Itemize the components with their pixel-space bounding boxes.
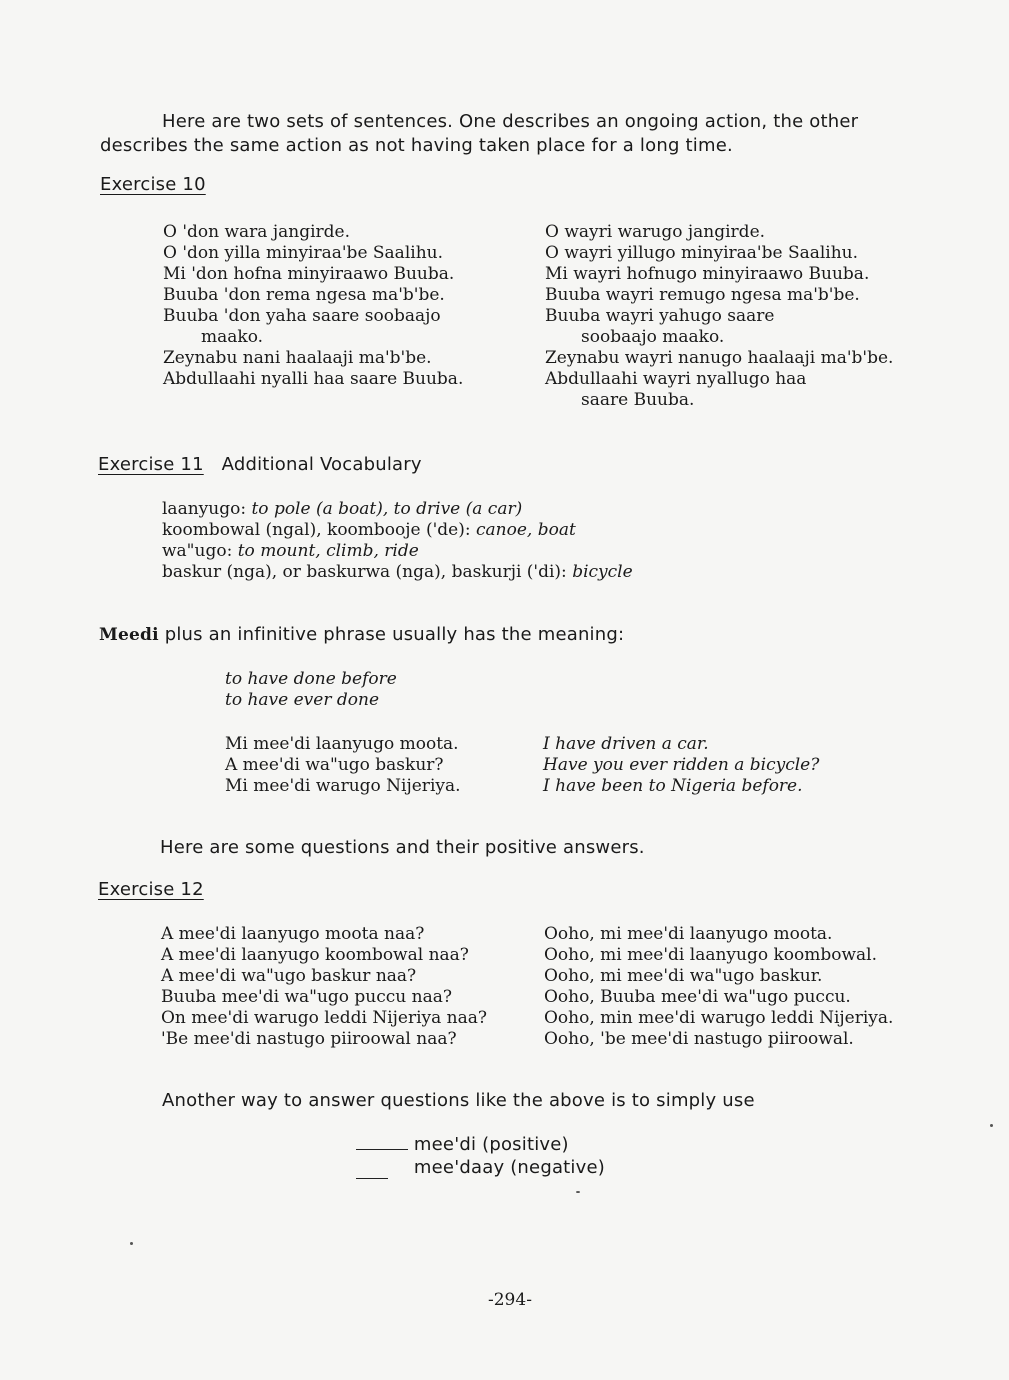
ex10-right-line: Mi wayri hofnugo minyiraawo Buuba. <box>545 264 870 284</box>
exercise-12-heading: Exercise 12 <box>98 879 204 900</box>
vocabulary-list <box>162 499 633 583</box>
exercise-11-heading-row <box>98 454 422 475</box>
meedi-examples-left <box>225 734 461 797</box>
question-line: A mee'di wa"ugo baskur naa? <box>161 966 417 986</box>
vocab-term: wa"ugo: <box>162 541 233 561</box>
exercise-11-subtitle: Additional Vocabulary <box>221 454 422 475</box>
exercise-12-answers <box>544 924 893 1050</box>
ex10-left-line: Abdullaahi nyalli haa saare Buuba. <box>163 369 464 389</box>
meedi-examples-right <box>543 734 819 797</box>
ex10-left-line: maako. <box>201 327 264 347</box>
intro-line-1: Here are two sets of sentences. One describes an ongoing action, the other <box>162 111 859 132</box>
exercise-10-left-column <box>163 222 463 390</box>
negative-form: mee'daay (negative) <box>413 1157 605 1178</box>
vocab-term: baskur (nga), or baskurwa (nga), baskurji ('di): <box>162 562 567 582</box>
answer-line: Ooho, mi mee'di laanyugo moota. <box>544 924 833 944</box>
example-sentence: A mee'di wa"ugo baskur? <box>225 755 444 775</box>
exercise-10-heading: Exercise 10 <box>100 174 206 195</box>
example-sentence: Mi mee'di laanyugo moota. <box>225 734 459 754</box>
ex10-right-line: saare Buuba. <box>581 390 695 410</box>
scan-speck <box>576 1191 580 1193</box>
example-sentence: Mi mee'di warugo Nijeriya. <box>225 776 461 796</box>
exercise-11-heading: Exercise 11 <box>98 454 204 475</box>
another-way-text: Another way to answer questions like the above is to simply use <box>162 1090 755 1111</box>
vocab-term: laanyugo: <box>162 499 247 519</box>
exercise-10-right-column <box>545 222 893 411</box>
ex10-right-line: Buuba wayri remugo ngesa ma'b'be. <box>545 285 860 305</box>
vocab-entry <box>162 541 633 562</box>
ex10-right-line: Abdullaahi wayri nyallugo haa <box>545 369 807 389</box>
vocab-entry <box>162 520 633 541</box>
ex10-right-line: soobaajo maako. <box>581 327 725 347</box>
example-translation: I have driven a car. <box>543 734 709 754</box>
meaning-line: to have ever done <box>225 690 380 710</box>
intro-line-2: describes the same action as not having taken place for a long time. <box>100 135 733 156</box>
scan-speck <box>990 1124 993 1127</box>
meedi-word: Meedi <box>99 625 159 645</box>
scan-speck <box>130 1242 133 1245</box>
answer-line: Ooho, min mee'di warugo leddi Nijeriya. <box>544 1008 894 1028</box>
question-line: A mee'di laanyugo koombowal naa? <box>161 945 469 965</box>
page-number: -294- <box>488 1290 532 1310</box>
ex10-left-line: O 'don wara jangirde. <box>163 222 350 242</box>
answer-line: Ooho, Buuba mee'di wa"ugo puccu. <box>544 987 851 1007</box>
vocab-gloss: bicycle <box>572 562 633 582</box>
ex10-right-line: Zeynabu wayri nanugo haalaaji ma'b'be. <box>545 348 894 368</box>
ex10-left-line: Buuba 'don yaha saare soobaajo <box>163 306 441 326</box>
question-line: 'Be mee'di nastugo piiroowal naa? <box>161 1029 457 1049</box>
short-answers <box>356 1133 605 1179</box>
example-translation: Have you ever ridden a bicycle? <box>543 755 820 775</box>
vocab-term: koombowal (ngal), koombooje ('de): <box>162 520 471 540</box>
vocab-entry <box>162 562 633 583</box>
example-translation: I have been to Nigeria before. <box>543 776 803 796</box>
vocab-gloss: to mount, climb, ride <box>237 541 419 561</box>
question-line: Buuba mee'di wa"ugo puccu naa? <box>161 987 452 1007</box>
answer-line: Ooho, 'be mee'di nastugo piiroowal. <box>544 1029 854 1049</box>
exercise-12-questions <box>161 924 487 1050</box>
answer-blank <box>356 1178 388 1179</box>
ex10-left-line: Mi 'don hofna minyiraawo Buuba. <box>163 264 455 284</box>
ex10-right-line: Buuba wayri yahugo saare <box>545 306 775 326</box>
short-answer-positive <box>356 1133 605 1156</box>
question-line: On mee'di warugo leddi Nijeriya naa? <box>161 1008 487 1028</box>
answer-line: Ooho, mi mee'di wa"ugo baskur. <box>544 966 823 986</box>
short-answer-negative <box>356 1156 605 1179</box>
question-line: A mee'di laanyugo moota naa? <box>161 924 425 944</box>
ex10-left-line: O 'don yilla minyiraa'be Saalihu. <box>163 243 443 263</box>
meedi-text: plus an infinitive phrase usually has the meaning: <box>164 624 625 645</box>
answer-blank <box>356 1149 408 1150</box>
vocab-entry <box>162 499 633 520</box>
meaning-line: to have done before <box>225 669 397 689</box>
answer-line: Ooho, mi mee'di laanyugo koombowal. <box>544 945 878 965</box>
ex10-right-line: O wayri warugo jangirde. <box>545 222 766 242</box>
vocab-gloss: canoe, boat <box>476 520 576 540</box>
vocab-gloss: to pole (a boat), to drive (a car) <box>251 499 523 519</box>
meedi-meanings <box>225 669 397 711</box>
ex10-left-line: Buuba 'don rema ngesa ma'b'be. <box>163 285 445 305</box>
meedi-explanation <box>99 624 624 645</box>
intro-paragraph <box>100 110 858 158</box>
ex10-left-line: Zeynabu nani haalaaji ma'b'be. <box>163 348 432 368</box>
positive-form: mee'di (positive) <box>413 1134 569 1155</box>
ex10-right-line: O wayri yillugo minyiraa'be Saalihu. <box>545 243 859 263</box>
questions-intro: Here are some questions and their positive answers. <box>160 837 645 858</box>
